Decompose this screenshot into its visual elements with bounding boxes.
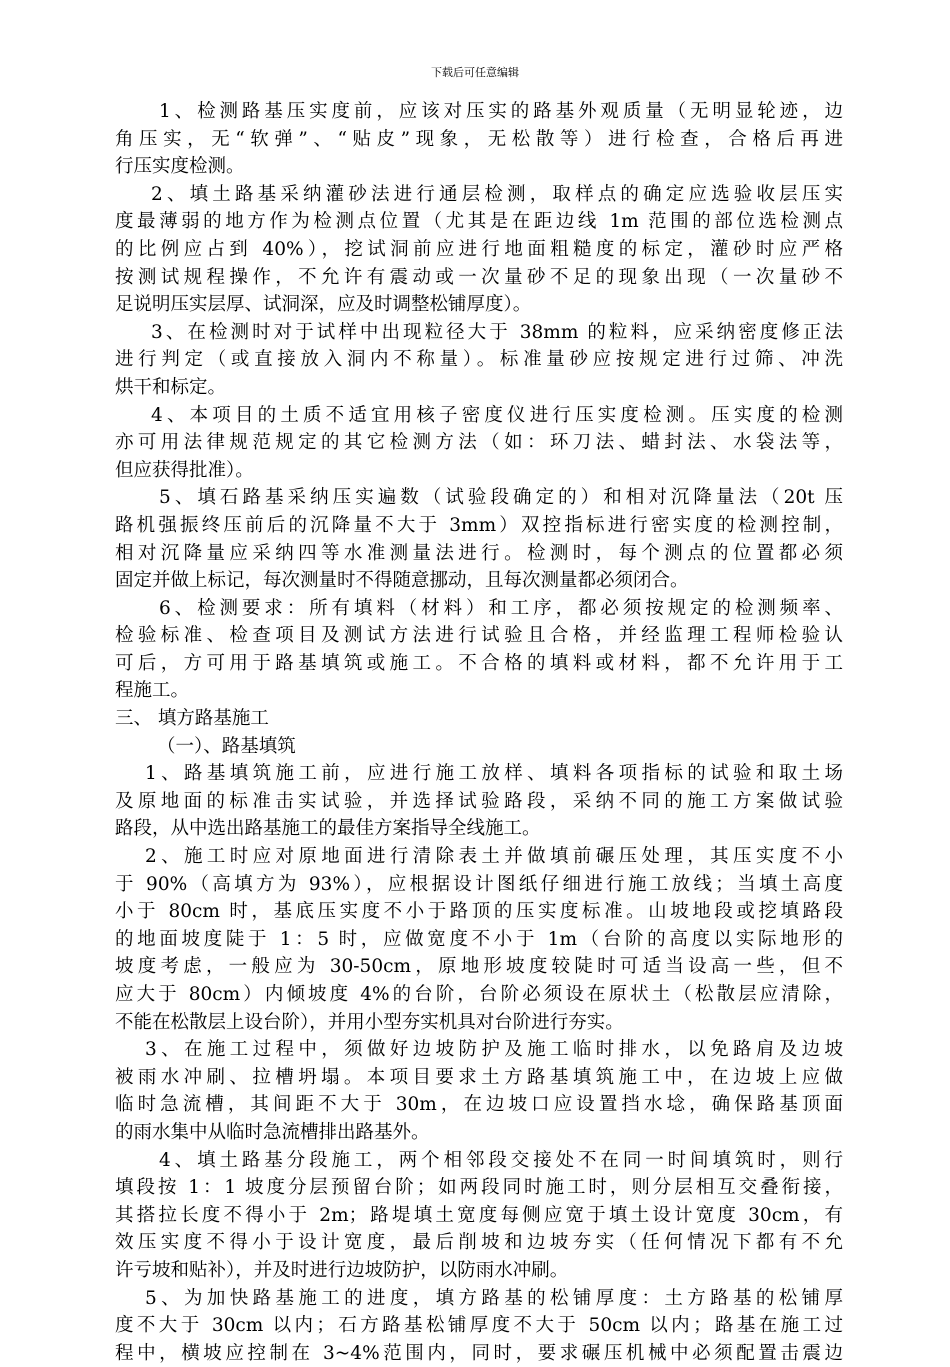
text-line: 应大于 80cm）内倾坡度 4%的台阶，台阶必须设在原状土（松散层应清除，: [115, 984, 843, 1005]
text-line: 1、路基填筑施工前，应进行施工放样、填料各项指标的试验和取土场: [145, 763, 843, 785]
text-line: 路机强振终压前后的沉降量不大于 3mm）双控指标进行密实度的检测控制，: [115, 514, 843, 536]
text-line: 足说明压实层厚、试洞深，应及时调整松铺厚度）。: [115, 294, 532, 316]
text-line: 检验标准、检查项目及测试方法进行试验且合格，并经监理工程师检验认: [115, 625, 843, 647]
text-line: 按测试规程操作，不允许有震动或一次量砂不足的现象出现（一次量砂不: [115, 266, 843, 288]
text-line: 行压实度检测。: [115, 156, 245, 178]
text-line: 固定并做上标记，每次测量时不得随意挪动，且每次测量都必须闭合。: [115, 570, 689, 592]
text-line: 的地面坡度陡于 1：5 时，应做宽度不小于 1m（台阶的高度以实际地形的: [115, 928, 843, 950]
text-line: 度不大于 30cm 以内；石方路基松铺厚度不大于 50cm 以内；路基在施工过: [115, 1315, 843, 1337]
text-line: 填段按 1：1 坡度分层预留台阶；如两段同时施工时，则分层相互交叠衔接，: [115, 1177, 843, 1199]
text-line: 2、施工时应对原地面进行清除表土并做填前碾压处理，其压实度不小: [145, 846, 843, 868]
text-line: 小于 80cm 时，基底压实度不小于路顶的压实度标准。山坡地段或挖填路段: [115, 901, 843, 923]
text-line: 5、填石路基采纳压实遍数（试验段确定的）和相对沉降量法（20t 压: [159, 487, 843, 509]
text-line: 及原地面的标准击实试验，并选择试验路段，采纳不同的施工方案做试验: [115, 790, 843, 812]
text-line: 三、 填方路基施工: [115, 708, 269, 730]
text-line: 可后，方可用于路基填筑或施工。不合格的填料或材料，都不允许用于工: [115, 652, 843, 674]
text-line: 程中，横坡应控制在 3~4%范围内，同时，要求碾压机械中必须配置击震边: [115, 1342, 843, 1364]
text-line: 烘干和标定。: [115, 376, 227, 398]
text-line: 亦可用法律规范规定的其它检测方法（如：环刀法、蜡封法、水袋法等，: [115, 432, 843, 454]
text-line: 1、检测路基压实度前，应该对压实的路基外观质量（无明显轮迹，边: [159, 101, 843, 122]
text-line: 程施工。: [115, 680, 190, 702]
text-line: 5、为加快路基施工的进度，填方路基的松铺厚度：土方路基的松铺厚: [145, 1287, 843, 1309]
text-line: 的雨水集中从临时急流槽排出路基外。: [115, 1121, 430, 1143]
text-line: 但应获得批准）。: [115, 459, 254, 481]
text-line: 角压实，无“软弹”、“贴皮”现象，无松散等）进行检查，合格后再进: [115, 128, 843, 150]
text-line: 3、在检测时对于试样中出现粒径大于 38mm 的粒料，应采纳密度修正法: [151, 321, 843, 343]
text-line: 4、填土路基分段施工，两个相邻段交接处不在同一时间填筑时，则行: [159, 1149, 843, 1171]
text-line: 许亏坡和贴补），并及时进行边坡防护，以防雨水冲刷。: [115, 1259, 569, 1281]
text-line: 度最薄弱的地方作为检测点位置（尤其是在距边线 1m 范围的部位选检测点: [115, 211, 843, 233]
document-body: [115, 98, 843, 1367]
text-line: 坡度考虑，一般应为 30-50cm，原地形坡度较陡时可适当设高一些，但不: [115, 956, 843, 978]
text-line: 相对沉降量应采纳四等水准测量法进行。检测时，每个测点的位置都必须: [115, 542, 843, 564]
text-line: 3、在施工过程中，须做好边坡防护及施工临时排水，以免路肩及边坡: [145, 1039, 843, 1061]
text-line: 不能在松散层上设台阶），并用小型夯实机具对台阶进行夯实。: [115, 1011, 624, 1033]
text-line: 于 90%（高填方为 93%），应根据设计图纸仔细进行施工放线；当填土高度: [115, 873, 843, 895]
text-line: 的比例应占到 40%），挖试洞前应进行地面粗糙度的标定，灌砂时应严格: [115, 238, 843, 260]
text-line: 2、填土路基采纳灌砂法进行通层检测，取样点的确定应选验收层压实: [151, 183, 843, 205]
text-line: （一）、路基填筑: [157, 735, 296, 757]
text-line: 其搭拉长度不得小于 2m；路堤填土宽度每侧应宽于填土设计宽度 30cm，有: [115, 1204, 843, 1226]
text-line: 6、检测要求：所有填料（材料）和工序，都必须按规定的检测频率、: [159, 597, 843, 619]
text-line: 效压实度不得小于设计宽度，最后削坡和边坡夯实（任何情况下都有不允: [115, 1232, 843, 1254]
text-line: 4、本项目的土质不适宜用核子密度仪进行压实度检测。压实度的检测: [151, 404, 843, 426]
text-line: 进行判定（或直接放入洞内不称量）。标准量砂应按规定进行过筛、冲洗: [115, 349, 843, 371]
page-header: 下载后可任意编辑: [431, 66, 519, 79]
text-line: 路段，从中选出路基施工的最佳方案指导全线施工。: [115, 818, 541, 840]
text-line: 临时急流槽，其间距不大于 30m，在边坡口应设置挡水埝，确保路基顶面: [115, 1094, 843, 1116]
text-line: 被雨水冲刷、拉槽坍塌。本项目要求土方路基填筑施工中，在边坡上应做: [115, 1066, 843, 1088]
